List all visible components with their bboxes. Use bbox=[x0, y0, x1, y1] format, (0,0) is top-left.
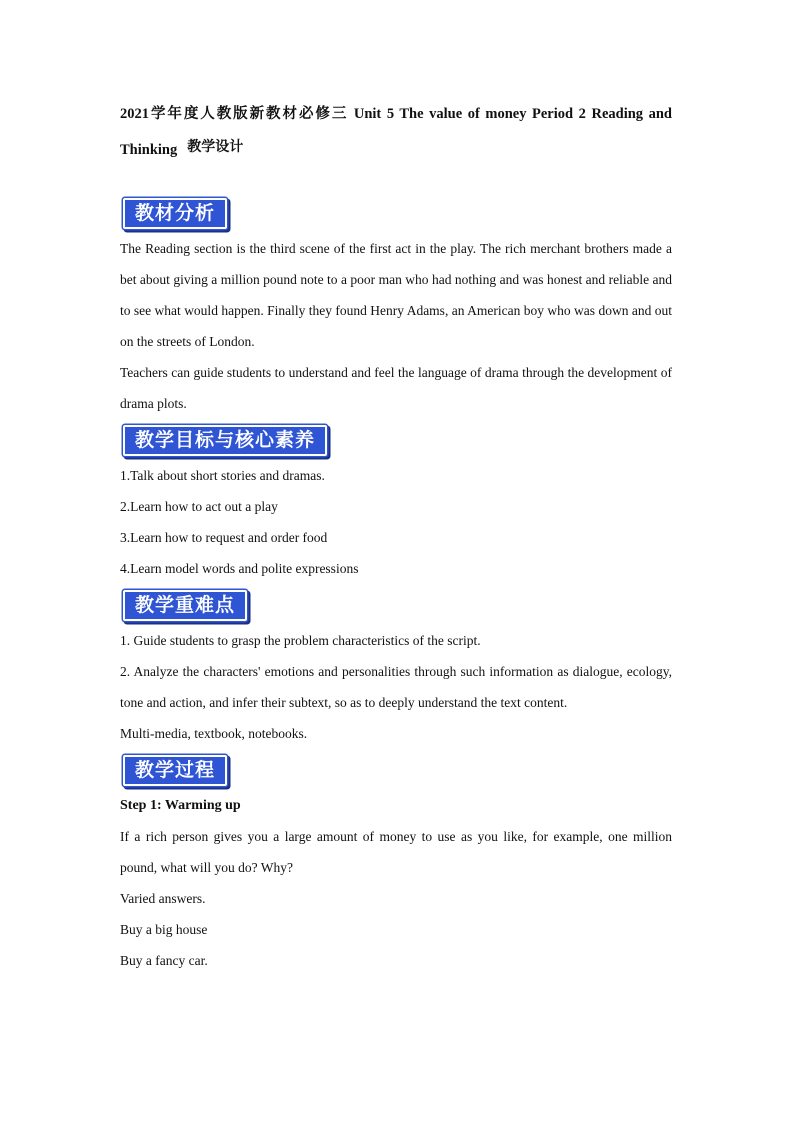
key-point-2: 2. Analyze the characters' emotions and personalities through such information as dialogue, ecology, tone and action, and infer their subtext, so as to deeply understand the text content. bbox=[120, 664, 672, 710]
document-title-main: 2021学年度人教版新教材必修三 Unit 5 The value of money Period 2 Reading and Thinking bbox=[120, 106, 672, 158]
section-badge-objectives: 教学目标与核心素养 bbox=[123, 425, 327, 456]
step-1-question: If a rich person gives you a large amount of money to use as you like, for example, one million pound, what will you do? Why? bbox=[120, 829, 672, 875]
step-1-heading: Step 1: Warming up bbox=[120, 798, 241, 813]
analysis-paragraph-1: The Reading section is the third scene of the first act in the play. The rich merchant brothers made a bet about giving a million pound note to a poor man who had nothing and was honest and reliable and to see what would happen. Finally they found Henry Adams, an American boy who was down and out on the streets of London. bbox=[120, 241, 672, 349]
section-badge-analysis: 教材分析 bbox=[123, 198, 227, 229]
objective-item: 2.Learn how to act out a play bbox=[120, 499, 278, 514]
document-page bbox=[120, 96, 672, 976]
objective-item: 3.Learn how to request and order food bbox=[120, 530, 328, 545]
analysis-paragraph-2: Teachers can guide students to understand and feel the language of drama through the development of drama plots. bbox=[120, 365, 672, 411]
answer-item: Buy a fancy car. bbox=[120, 953, 208, 968]
document-title bbox=[120, 96, 672, 168]
section-badge-process: 教学过程 bbox=[123, 755, 227, 786]
key-point-1: 1. Guide students to grasp the problem characteristics of the script. bbox=[120, 633, 481, 648]
answer-item: Buy a big house bbox=[120, 922, 208, 937]
document-title-tail: 教学设计 bbox=[187, 139, 244, 155]
teaching-materials: Multi-media, textbook, notebooks. bbox=[120, 726, 308, 741]
answers-intro: Varied answers. bbox=[120, 891, 206, 906]
objective-item: 4.Learn model words and polite expressions bbox=[120, 561, 359, 576]
section-badge-key-points: 教学重难点 bbox=[123, 590, 247, 621]
objective-item: 1.Talk about short stories and dramas. bbox=[120, 468, 325, 483]
